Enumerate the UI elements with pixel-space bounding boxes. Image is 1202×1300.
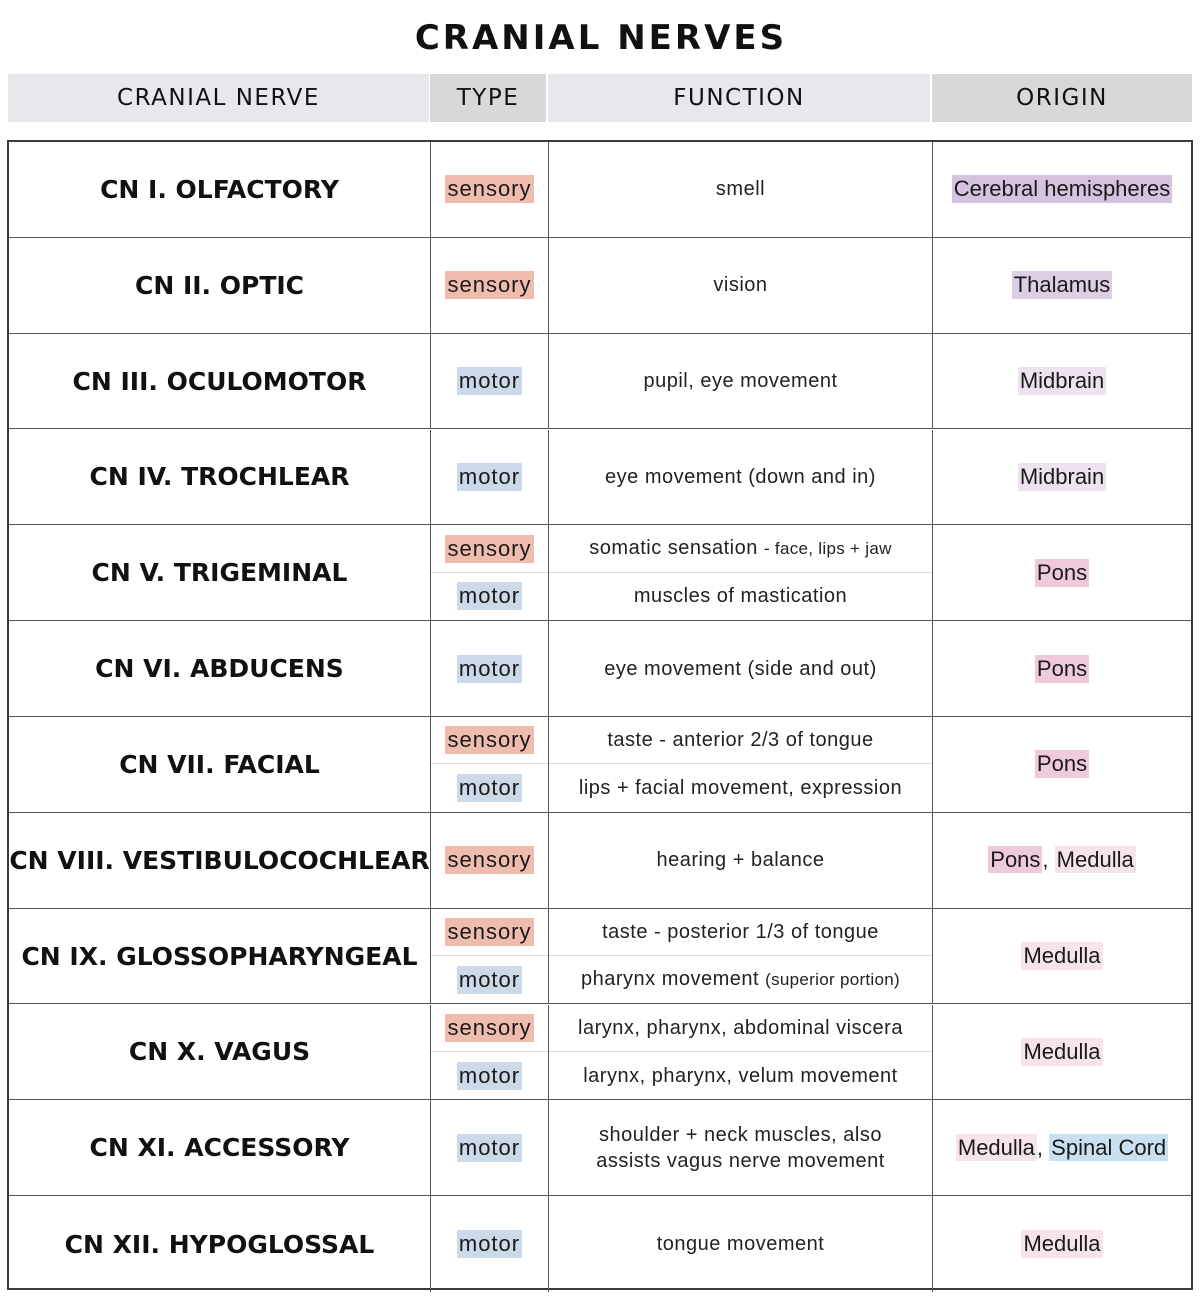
function-text: lips + facial movement, expression [578,777,903,800]
function-text: tongue movement [656,1233,825,1256]
function-text: somatic sensation [589,537,758,560]
function-half [549,1005,932,1052]
origin-cell [933,525,1191,620]
function-cell [549,430,933,525]
function-cell [549,525,933,620]
function-cell [549,1005,933,1100]
type-tag-sensory: sensory [447,918,532,944]
type-tag-sensory: sensory [447,176,532,202]
function-cell [549,238,933,333]
type-cell [431,1196,549,1292]
origin-label: Midbrain [1019,368,1105,394]
function-cell [549,142,933,237]
function-text: hearing + balance [656,849,825,872]
origin-label: Midbrain [1019,463,1105,489]
function-cell [549,717,933,812]
function-text: pharynx movement [581,968,760,991]
function-cell [549,813,933,908]
type-half [431,573,548,620]
type-cell [431,717,549,812]
function-half [549,909,932,956]
nerve-name: CN IV. TROCHLEAR [9,430,431,525]
type-cell [431,813,549,908]
function-cell [549,334,933,429]
nerve-name: CN VIII. VESTIBULOCOCHLEAR [9,813,431,908]
nerve-name: CN II. OPTIC [9,238,431,333]
nerve-name: CN X. VAGUS [9,1005,431,1100]
nerve-name: CN III. OCULOMOTOR [9,334,431,429]
type-half [431,909,548,956]
table-row [9,430,1191,526]
table-row [9,1100,1191,1196]
function-text: larynx, pharynx, abdominal viscera [578,1016,903,1039]
origin-cell [933,909,1191,1004]
origin-label: Medulla [1023,943,1101,969]
type-tag-sensory: sensory [447,535,532,561]
nerve-name: CN V. TRIGEMINAL [9,525,431,620]
type-tag-motor: motor [458,1062,521,1088]
type-cell [431,909,549,1004]
origin-list [988,847,1135,873]
type-cell [431,142,549,237]
type-tag-motor: motor [458,583,521,609]
table-row [9,717,1191,813]
function-cell [549,621,933,716]
table-row [9,1196,1191,1292]
type-cell [431,1005,549,1100]
origin-separator: , [1042,847,1049,873]
type-tag-sensory: sensory [447,847,532,873]
table-row [9,142,1191,238]
origin-label: Spinal Cord [1051,1134,1167,1160]
type-tag-motor: motor [458,368,521,394]
function-cell [549,1196,933,1292]
origin-cell [933,334,1191,429]
function-cell [549,1100,933,1195]
type-cell [431,621,549,716]
function-note: (superior portion) [765,970,900,990]
origin-label: Cerebral hemispheres [953,176,1171,202]
type-half [431,525,548,572]
function-cell [549,909,933,1004]
type-cell [431,334,549,429]
nerve-name: CN VII. FACIAL [9,717,431,812]
type-cell [431,525,549,620]
type-tag-sensory: sensory [447,1014,532,1040]
type-half [431,764,548,811]
table-row [9,1005,1191,1101]
column-header-type: TYPE [430,74,546,122]
table-row [9,334,1191,430]
type-tag-sensory: sensory [447,272,532,298]
origin-cell [933,1100,1191,1195]
function-half [549,1052,932,1099]
type-half [431,1052,548,1099]
origin-label: Medulla [1023,1231,1101,1257]
function-text: taste - anterior 2/3 of tongue [607,729,874,752]
column-header-function: FUNCTION [548,74,930,122]
nerve-name: CN XII. HYPOGLOSSAL [9,1196,431,1292]
type-tag-motor: motor [458,1231,521,1257]
function-text: vision [713,274,768,297]
function-text: muscles of mastication [633,585,848,608]
origin-cell [933,813,1191,908]
nerve-name: CN XI. ACCESSORY [9,1100,431,1195]
function-half [549,717,932,764]
function-text: smell [715,178,766,201]
origin-cell [933,717,1191,812]
origin-cell [933,430,1191,525]
type-cell [431,1100,549,1195]
column-header-cranial-nerve: CRANIAL NERVE [8,74,429,122]
origin-label: Pons [1036,655,1088,681]
type-half [431,1005,548,1052]
function-half [549,573,932,620]
type-cell [431,238,549,333]
type-tag-motor: motor [458,1134,521,1160]
origin-label: Medulla [1056,847,1134,873]
page-title: CRANIAL NERVES [414,18,788,58]
table-row [9,621,1191,717]
origin-label: Medulla [957,1134,1035,1160]
origin-separator: , [1036,1134,1044,1160]
type-tag-motor: motor [458,775,521,801]
function-text: eye movement (down and in) [605,465,876,488]
table-row [9,238,1191,334]
type-half [431,717,548,764]
table-row [9,813,1191,909]
type-tag-motor: motor [458,655,521,681]
origin-cell [933,142,1191,237]
function-text: shoulder + neck muscles, also [599,1123,882,1146]
function-text: eye movement (side and out) [604,657,877,680]
nerve-name: CN VI. ABDUCENS [9,621,431,716]
type-cell [431,430,549,525]
table-row [9,525,1191,621]
type-tag-motor: motor [458,966,521,992]
origin-cell [933,621,1191,716]
function-text: assists vagus nerve movement [596,1149,885,1172]
function-text: pupil, eye movement [643,370,838,393]
table-row [9,909,1191,1005]
origin-cell [933,1005,1191,1100]
origin-label: Medulla [1023,1038,1101,1064]
function-line [583,535,897,562]
function-note: - face, lips + jaw [763,539,892,559]
cranial-nerves-table [7,140,1193,1290]
origin-label: Pons [1036,751,1088,777]
function-half [549,525,932,572]
origin-label: Thalamus [1013,272,1111,298]
origin-label: Pons [1036,559,1088,585]
origin-list [956,1135,1168,1161]
origin-label: Pons [990,847,1041,873]
function-text: larynx, pharynx, velum movement [583,1064,898,1087]
type-half [431,956,548,1003]
function-half [549,956,932,1003]
nerve-name: CN IX. GLOSSOPHARYNGEAL [9,909,431,1004]
column-header-origin: ORIGIN [932,74,1192,122]
type-tag-sensory: sensory [447,727,532,753]
nerve-name: CN I. OLFACTORY [9,142,431,237]
function-half [549,764,932,811]
function-line [575,966,906,993]
origin-cell [933,1196,1191,1292]
type-tag-motor: motor [458,463,521,489]
origin-cell [933,238,1191,333]
function-text: taste - posterior 1/3 of tongue [602,920,879,943]
